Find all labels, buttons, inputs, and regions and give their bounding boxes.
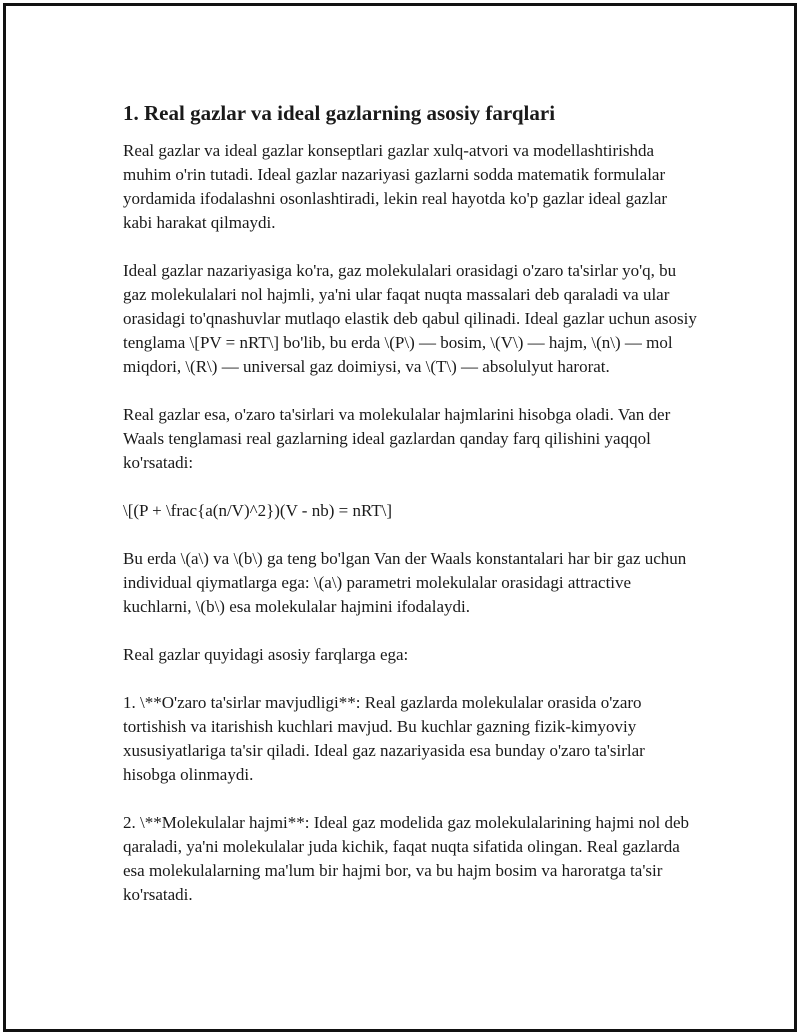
- paragraph-intro: Real gazlar va ideal gazlar konseptlari gazlar xulq-atvori va modellashtirishda muhim o'rin tutadi. Ideal gazlar nazariyasi gazlarni sodda matematik formulalar yordamida ifodalashni osonlashtiradi, lekin real hayotda ko'p gazlar ideal gazlar kabi harakat qilmaydi.: [123, 141, 668, 232]
- document-body: [123, 98, 698, 931]
- list-item-molecule-volume: 2. \**Molekulalar hajmi**: Ideal gaz modelida gaz molekulalarining hajmi nol deb qaraladi, ya'ni molekulalar juda kichik, faqat nuqta sifatida olingan. Real gazlarda esa molekulalarning ma'lum bir hajmi bor, va bu hajm bosim va haroratga ta'sir ko'rsatadi.: [123, 813, 690, 904]
- paragraph-ideal-gas-theory: Ideal gazlar nazariyasiga ko'ra, gaz molekulalari orasidagi o'zaro ta'sirlar yo'q, bu gaz molekulalari nol hajmli, ya'ni ular faqat nuqta massalari deb qaraladi va ular orasidagi to'qnashuvlar mutlaqo elastik deb qabul qilinadi. Ideal gazlar uchun asosiy tenglama \[PV = nRT\] bo'lib, bu erda \(P\) — bosim, \(V\) — hajm, \(n\) — mol miqdori, \(R\) — universal gaz doimiysi, va \(T\) — absolulyut harorat.: [123, 261, 697, 376]
- paragraph-constants: Bu erda \(a\) va \(b\) ga teng bo'lgan Van der Waals konstantalari har bir gaz uchun individual qiymatlarga ega: \(a\) parametri molekulalar orasidagi attractive kuchlarni, \(b\) esa molekulalar hajmini ifodalaydi.: [123, 549, 687, 616]
- list-item-interactions: 1. \**O'zaro ta'sirlar mavjudligi**: Real gazlarda molekulalar orasida o'zaro tortishish va itarishish kuchlari mavjud. Bu kuchlar gazning fizik-kimyoviy xususiyatlariga ta'sir qiladi. Ideal gaz nazariyasida esa bunday o'zaro ta'sirlar hisobga olinmaydi.: [123, 693, 645, 784]
- paragraph-real-gas: Real gazlar esa, o'zaro ta'sirlari va molekulalar hajmlarini hisobga oladi. Van der Waals tenglamasi real gazlarning ideal gazlardan qanday farq qilishini yaqqol ko'rsatadi:: [123, 405, 671, 472]
- van-der-waals-equation: \[(P + \frac{a(n/V)^2})(V - nb) = nRT\]: [123, 501, 393, 520]
- paragraph-differences-intro: Real gazlar quyidagi asosiy farqlarga ega:: [123, 645, 409, 664]
- section-heading: 1. Real gazlar va ideal gazlarning asosiy farqlari: [123, 101, 556, 125]
- page-frame: [3, 3, 797, 1032]
